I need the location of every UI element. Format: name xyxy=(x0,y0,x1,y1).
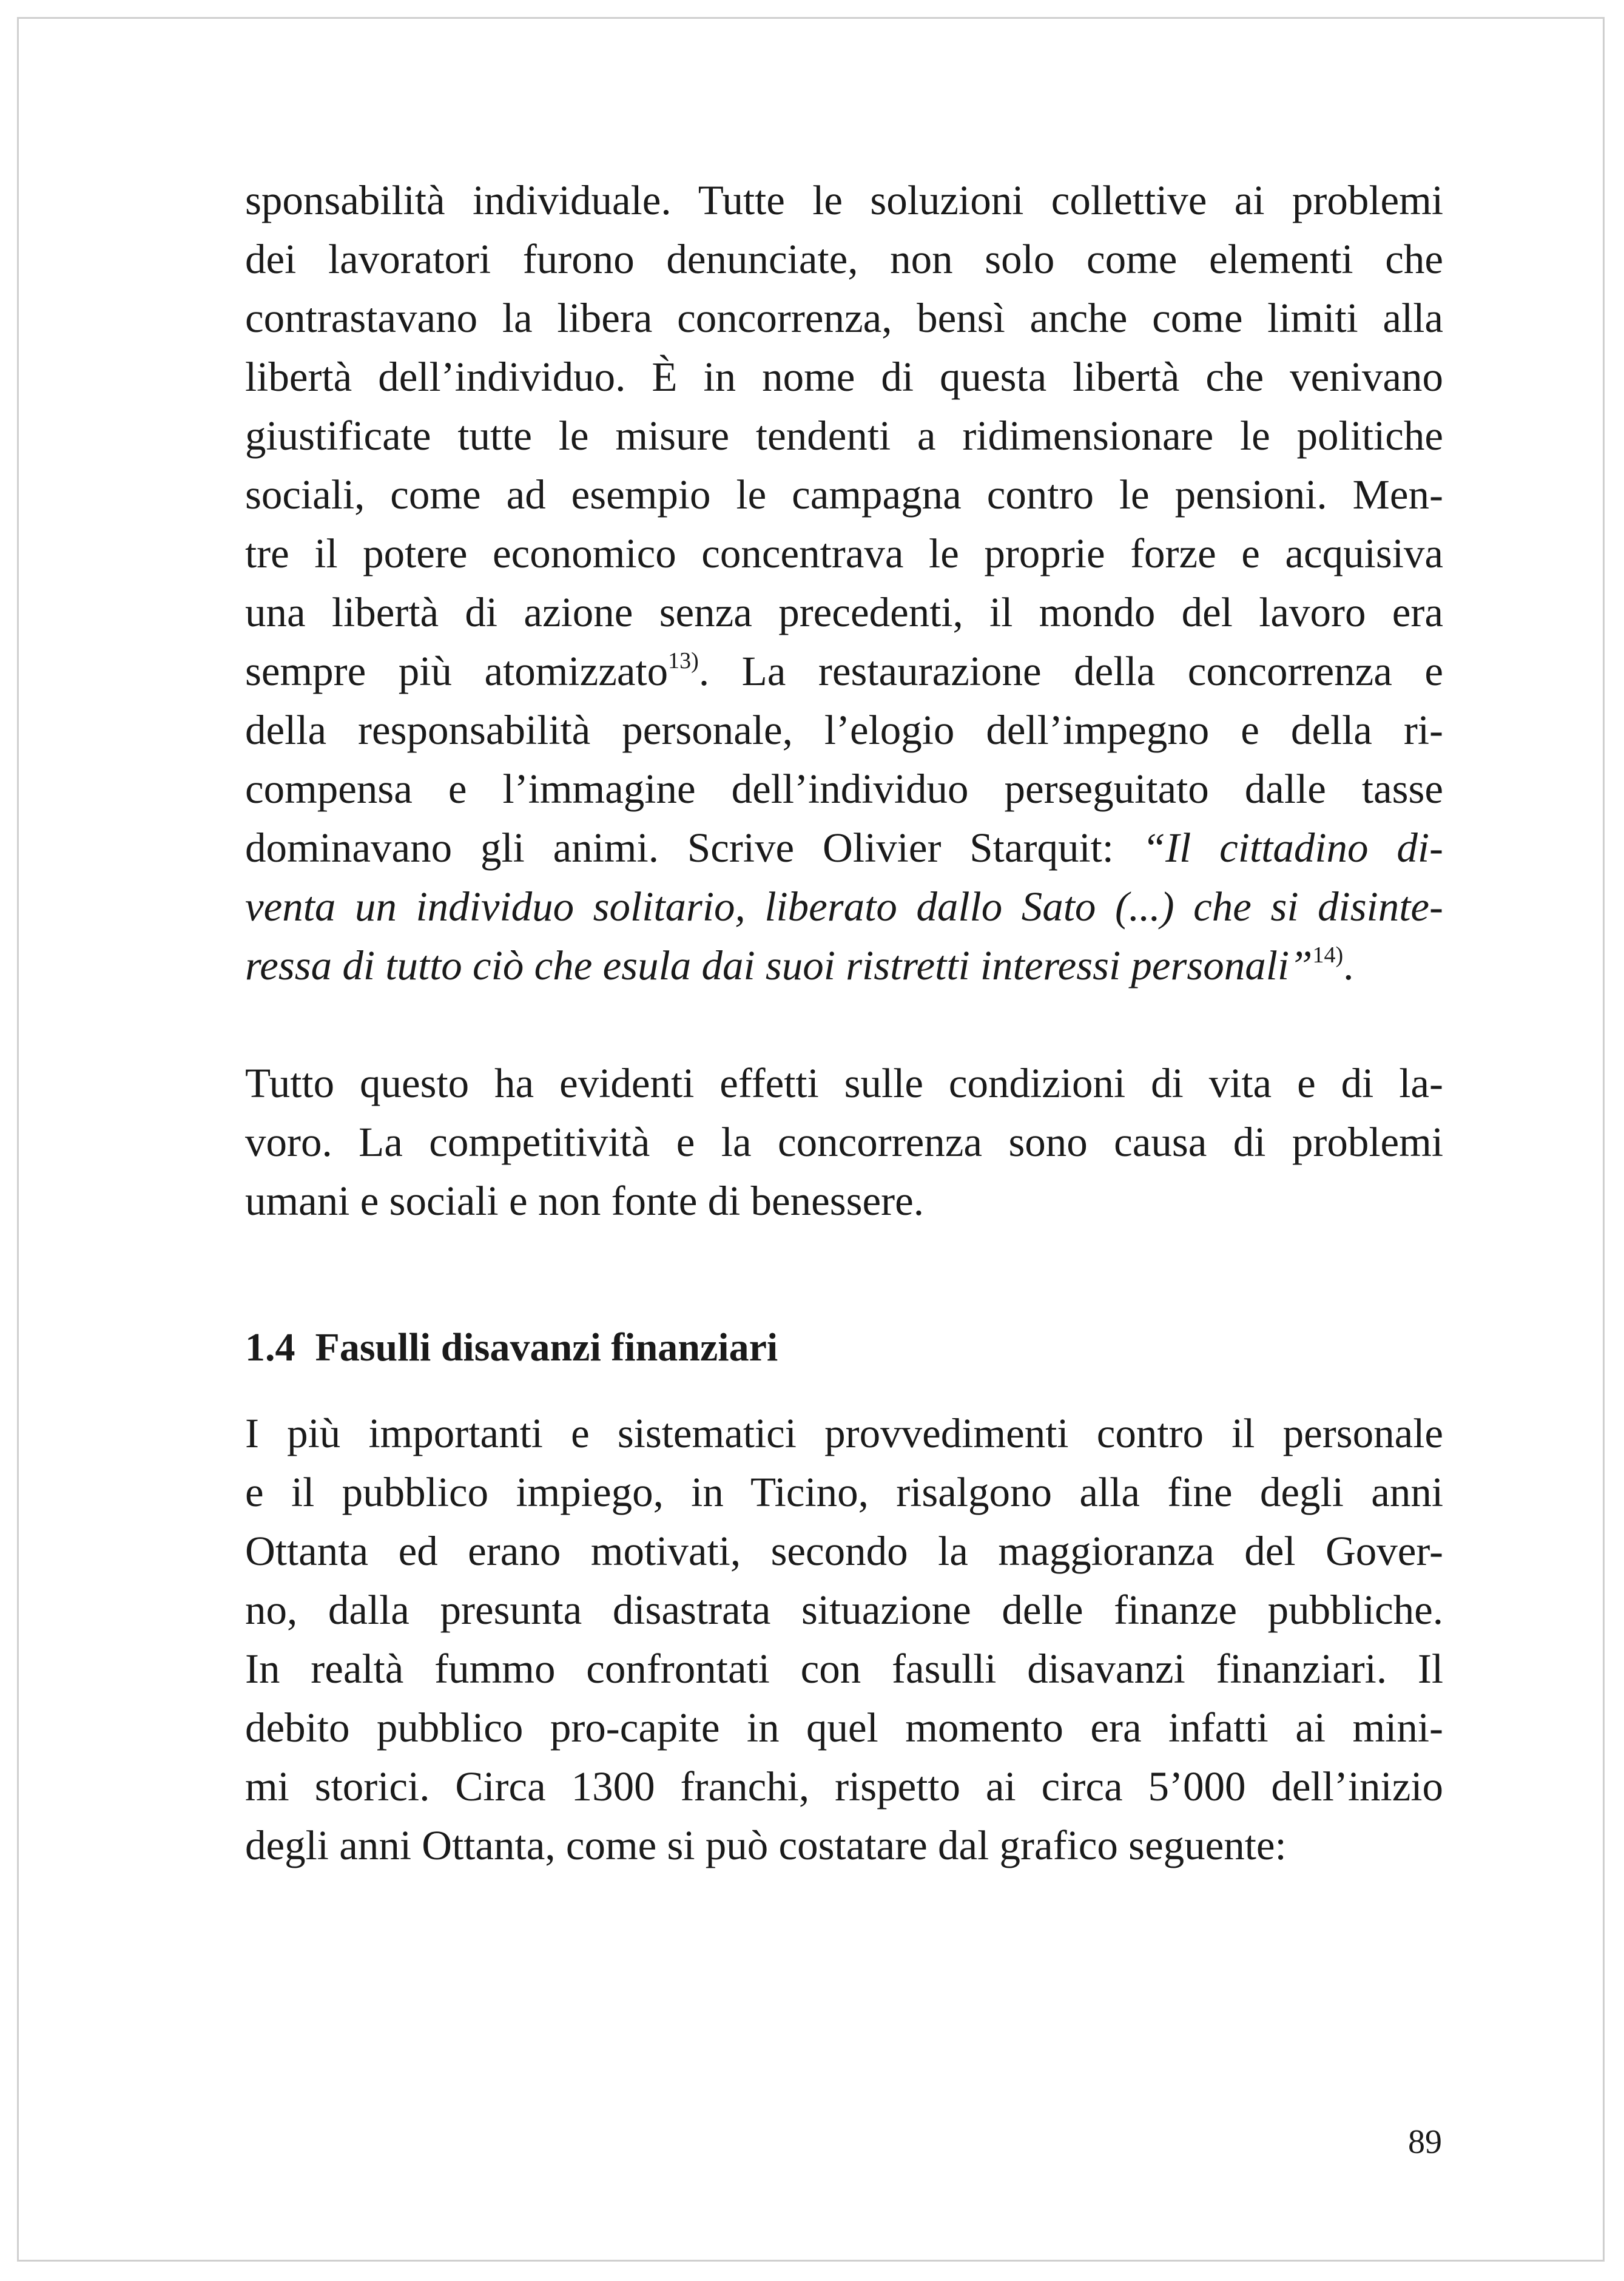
paragraph-1 xyxy=(245,171,1443,995)
paragraph-3 xyxy=(245,1404,1443,1875)
text-line: Tutto questo ha evidenti effetti sulle condizioni di vita e di la- xyxy=(245,1060,1443,1106)
text-line xyxy=(245,877,1443,936)
text-line: sociali, come ad esempio le campagna contro le pensioni. Men- xyxy=(245,471,1443,518)
footnote-ref-13: 13) xyxy=(668,648,699,674)
text-line xyxy=(245,936,1443,995)
text-line xyxy=(245,642,1443,701)
text-line: voro. La competitività e la concorrenza sono causa di problemi xyxy=(245,1119,1443,1165)
text-line: libertà dell’individuo. È in nome di questa libertà che venivano xyxy=(245,354,1443,400)
section-heading xyxy=(245,1320,1443,1375)
text-fragment: . xyxy=(1343,942,1354,988)
text-line: I più importanti e sistematici provvedimenti contro il personale xyxy=(245,1410,1443,1456)
text-line: umani e sociali e non fonte di benessere. xyxy=(245,1178,924,1224)
text-line: no, dalla presunta disastrata situazione delle finanze pubbliche. xyxy=(245,1587,1443,1633)
text-line xyxy=(245,819,1443,877)
text-line: degli anni Ottanta, come si può costatare dal grafico seguente: xyxy=(245,1822,1287,1868)
text-line: debito pubblico pro-capite in quel momento era infatti ai mini- xyxy=(245,1705,1443,1751)
page-content xyxy=(245,171,1443,1875)
text-line: giustificate tutte le misure tendenti a ridimensionare le politiche xyxy=(245,413,1443,459)
text-fragment: dominavano gli animi. Scrive Olivier Starquit: xyxy=(245,825,1142,871)
text-fragment: sempre più atomizzato xyxy=(245,648,669,694)
quote-text: ressa di tutto ciò che esula dai suoi ristretti interessi personali” xyxy=(245,942,1313,988)
quote-text: venta un individuo solitario, liberato dallo Sato (...) che si disinte- xyxy=(245,884,1443,930)
text-line: Ottanta ed erano motivati, secondo la maggioranza del Gover- xyxy=(245,1528,1443,1574)
page-number: 89 xyxy=(1408,2123,1442,2161)
text-line: dei lavoratori furono denunciate, non solo come elementi che xyxy=(245,236,1443,282)
text-line: In realtà fummo confrontati con fasulli disavanzi finanziari. Il xyxy=(245,1646,1443,1692)
text-line: compensa e l’immagine dell’individuo perseguitato dalle tasse xyxy=(245,766,1443,812)
text-line: tre il potere economico concentrava le proprie forze e acquisiva xyxy=(245,530,1443,576)
text-line: e il pubblico impiego, in Ticino, risalgono alla fine degli anni xyxy=(245,1469,1443,1515)
text-line: mi storici. Circa 1300 franchi, rispetto ai circa 5’000 dell’inizio xyxy=(245,1763,1443,1810)
footnote-ref-14: 14) xyxy=(1312,942,1344,968)
section-title: Fasulli disavanzi finanziari xyxy=(315,1325,778,1370)
text-fragment: . La restaurazione della concorrenza e xyxy=(698,648,1444,694)
section-number: 1.4 xyxy=(245,1325,295,1370)
text-line: una libertà di azione senza precedenti, il mondo del lavoro era xyxy=(245,589,1443,635)
text-line: della responsabilità personale, l’elogio dell’impegno e della ri- xyxy=(245,707,1443,753)
text-line: contrastavano la libera concorrenza, bensì anche come limiti alla xyxy=(245,295,1443,341)
paragraph-2 xyxy=(245,1054,1443,1231)
text-line: sponsabilità individuale. Tutte le soluzioni collettive ai problemi xyxy=(245,177,1443,223)
quote-text: “Il cittadino di- xyxy=(1142,825,1443,871)
